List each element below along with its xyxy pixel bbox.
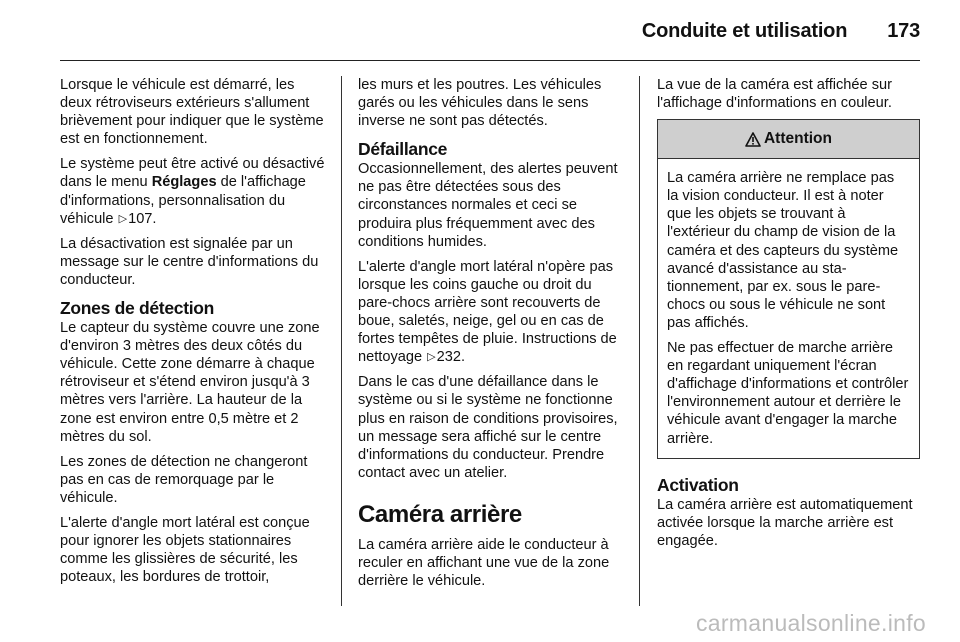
warning-box xyxy=(657,119,920,458)
paragraph: La caméra arrière aide le conducteur à reculer en affichant une vue de la zone derrière le véhicule. xyxy=(358,536,610,590)
paragraph: La caméra arrière est automatiquement activée lorsque la marche arrière est engagée. xyxy=(657,496,913,549)
paragraph: La désactivation est signalée par un message sur le centre d'informations du conducteur. xyxy=(60,235,319,288)
column-3 xyxy=(657,76,920,557)
header-title: Conduite et utilisation xyxy=(641,20,848,42)
section-heading-camera: Caméra arrière xyxy=(358,500,522,528)
text: Le système peut être activé ou désactivé dans le menu xyxy=(60,156,325,191)
paragraph: La vue de la caméra est affichée sur l'affichage d'informations en couleur. xyxy=(657,77,892,112)
menu-name: Réglages xyxy=(151,174,217,191)
page-header xyxy=(642,20,920,46)
column-2 xyxy=(358,76,624,597)
column-divider xyxy=(639,76,640,606)
page-reference[interactable]: 107. xyxy=(128,210,157,227)
warning-header xyxy=(658,120,919,159)
header-divider xyxy=(60,60,920,61)
subheading-activation: Activation xyxy=(657,474,739,495)
paragraph: Ne pas effectuer de marche arrière en regardant uniquement l'écran d'affichage d'informations et contrôler l'environnement autour et derrière le véhicule avant d'engager la marche arrière. xyxy=(667,340,909,447)
text: de l'affichage d'informations, personnalisation du véhicule xyxy=(60,174,306,227)
paragraph: Dans le cas d'une défaillance dans le système ou si le système ne fonctionne plus en raison de conditions provisoires, un message sera affiché sur le centre d'informations du conducteur. Prendre contact avec un atelier. xyxy=(358,374,618,481)
column-divider xyxy=(341,76,342,606)
warning-body xyxy=(658,159,919,457)
warning-triangle-icon xyxy=(745,132,761,147)
subheading-defaillance: Défaillance xyxy=(358,139,448,160)
paragraph: Les zones de détection ne changeront pas en cas de remorquage par le véhicule. xyxy=(60,453,308,506)
watermark: carmanualsonline.info xyxy=(695,610,926,636)
subheading-zones: Zones de détection xyxy=(60,298,215,319)
page-reference[interactable]: 232. xyxy=(436,349,466,366)
paragraph xyxy=(60,155,326,227)
paragraph: Lorsque le véhicule est démarré, les deux rétroviseurs extérieurs s'allument brièvement pour indiquer que le système est en fonctionnement. xyxy=(60,77,324,148)
page-reference-arrow-icon: ▷ xyxy=(427,351,436,364)
text: L'alerte d'angle mort latéral n'opère pas lorsque les coins gauche ou droit du pare-chocs arrière sont recouverts de boue, saletés, neige, gel ou en cas de fortes tempêtes de pluie. Instructions de nettoyage xyxy=(358,258,617,366)
paragraph: Le capteur du système couvre une zone d'environ 3 mètres des deux côtés du véhicule. Cette zone démarre à chaque rétroviseur et s'étend environ jusqu'à 3 mètres vers l'arrière. La hauteur de la zone est environ entre 0,5 mètre et 2 mètres du sol. xyxy=(60,320,320,445)
paragraph: La caméra arrière ne remplace pas la vision conducteur. Il est à noter que les objets se trouvant à l'extérieur du champ de vision de la caméra et des capteurs du système avancé d'assistance au stationnement, par ex. sous le pare-chocs ou sous le véhicule ne sont pas affichés. xyxy=(667,170,899,331)
paragraph: les murs et les poutres. Les véhicules garés ou les véhicules dans le sens inverse ne sont pas détectés. xyxy=(358,77,602,130)
page-number: 173 xyxy=(887,20,920,42)
paragraph: L'alerte d'angle mort latéral est conçue pour ignorer les objets stationnaires comme les glissières de sécurité, les poteaux, les bordures de trottoir, xyxy=(60,514,310,586)
paragraph xyxy=(358,258,624,367)
page-reference-arrow-icon: ▷ xyxy=(118,212,128,225)
warning-title: Attention xyxy=(763,130,832,148)
column-1 xyxy=(60,76,326,593)
paragraph: Occasionnellement, des alertes peuvent ne pas être détectées sous des circonstances normales et ceci se produira plus fréquemment avec des conditions humides. xyxy=(358,161,618,250)
